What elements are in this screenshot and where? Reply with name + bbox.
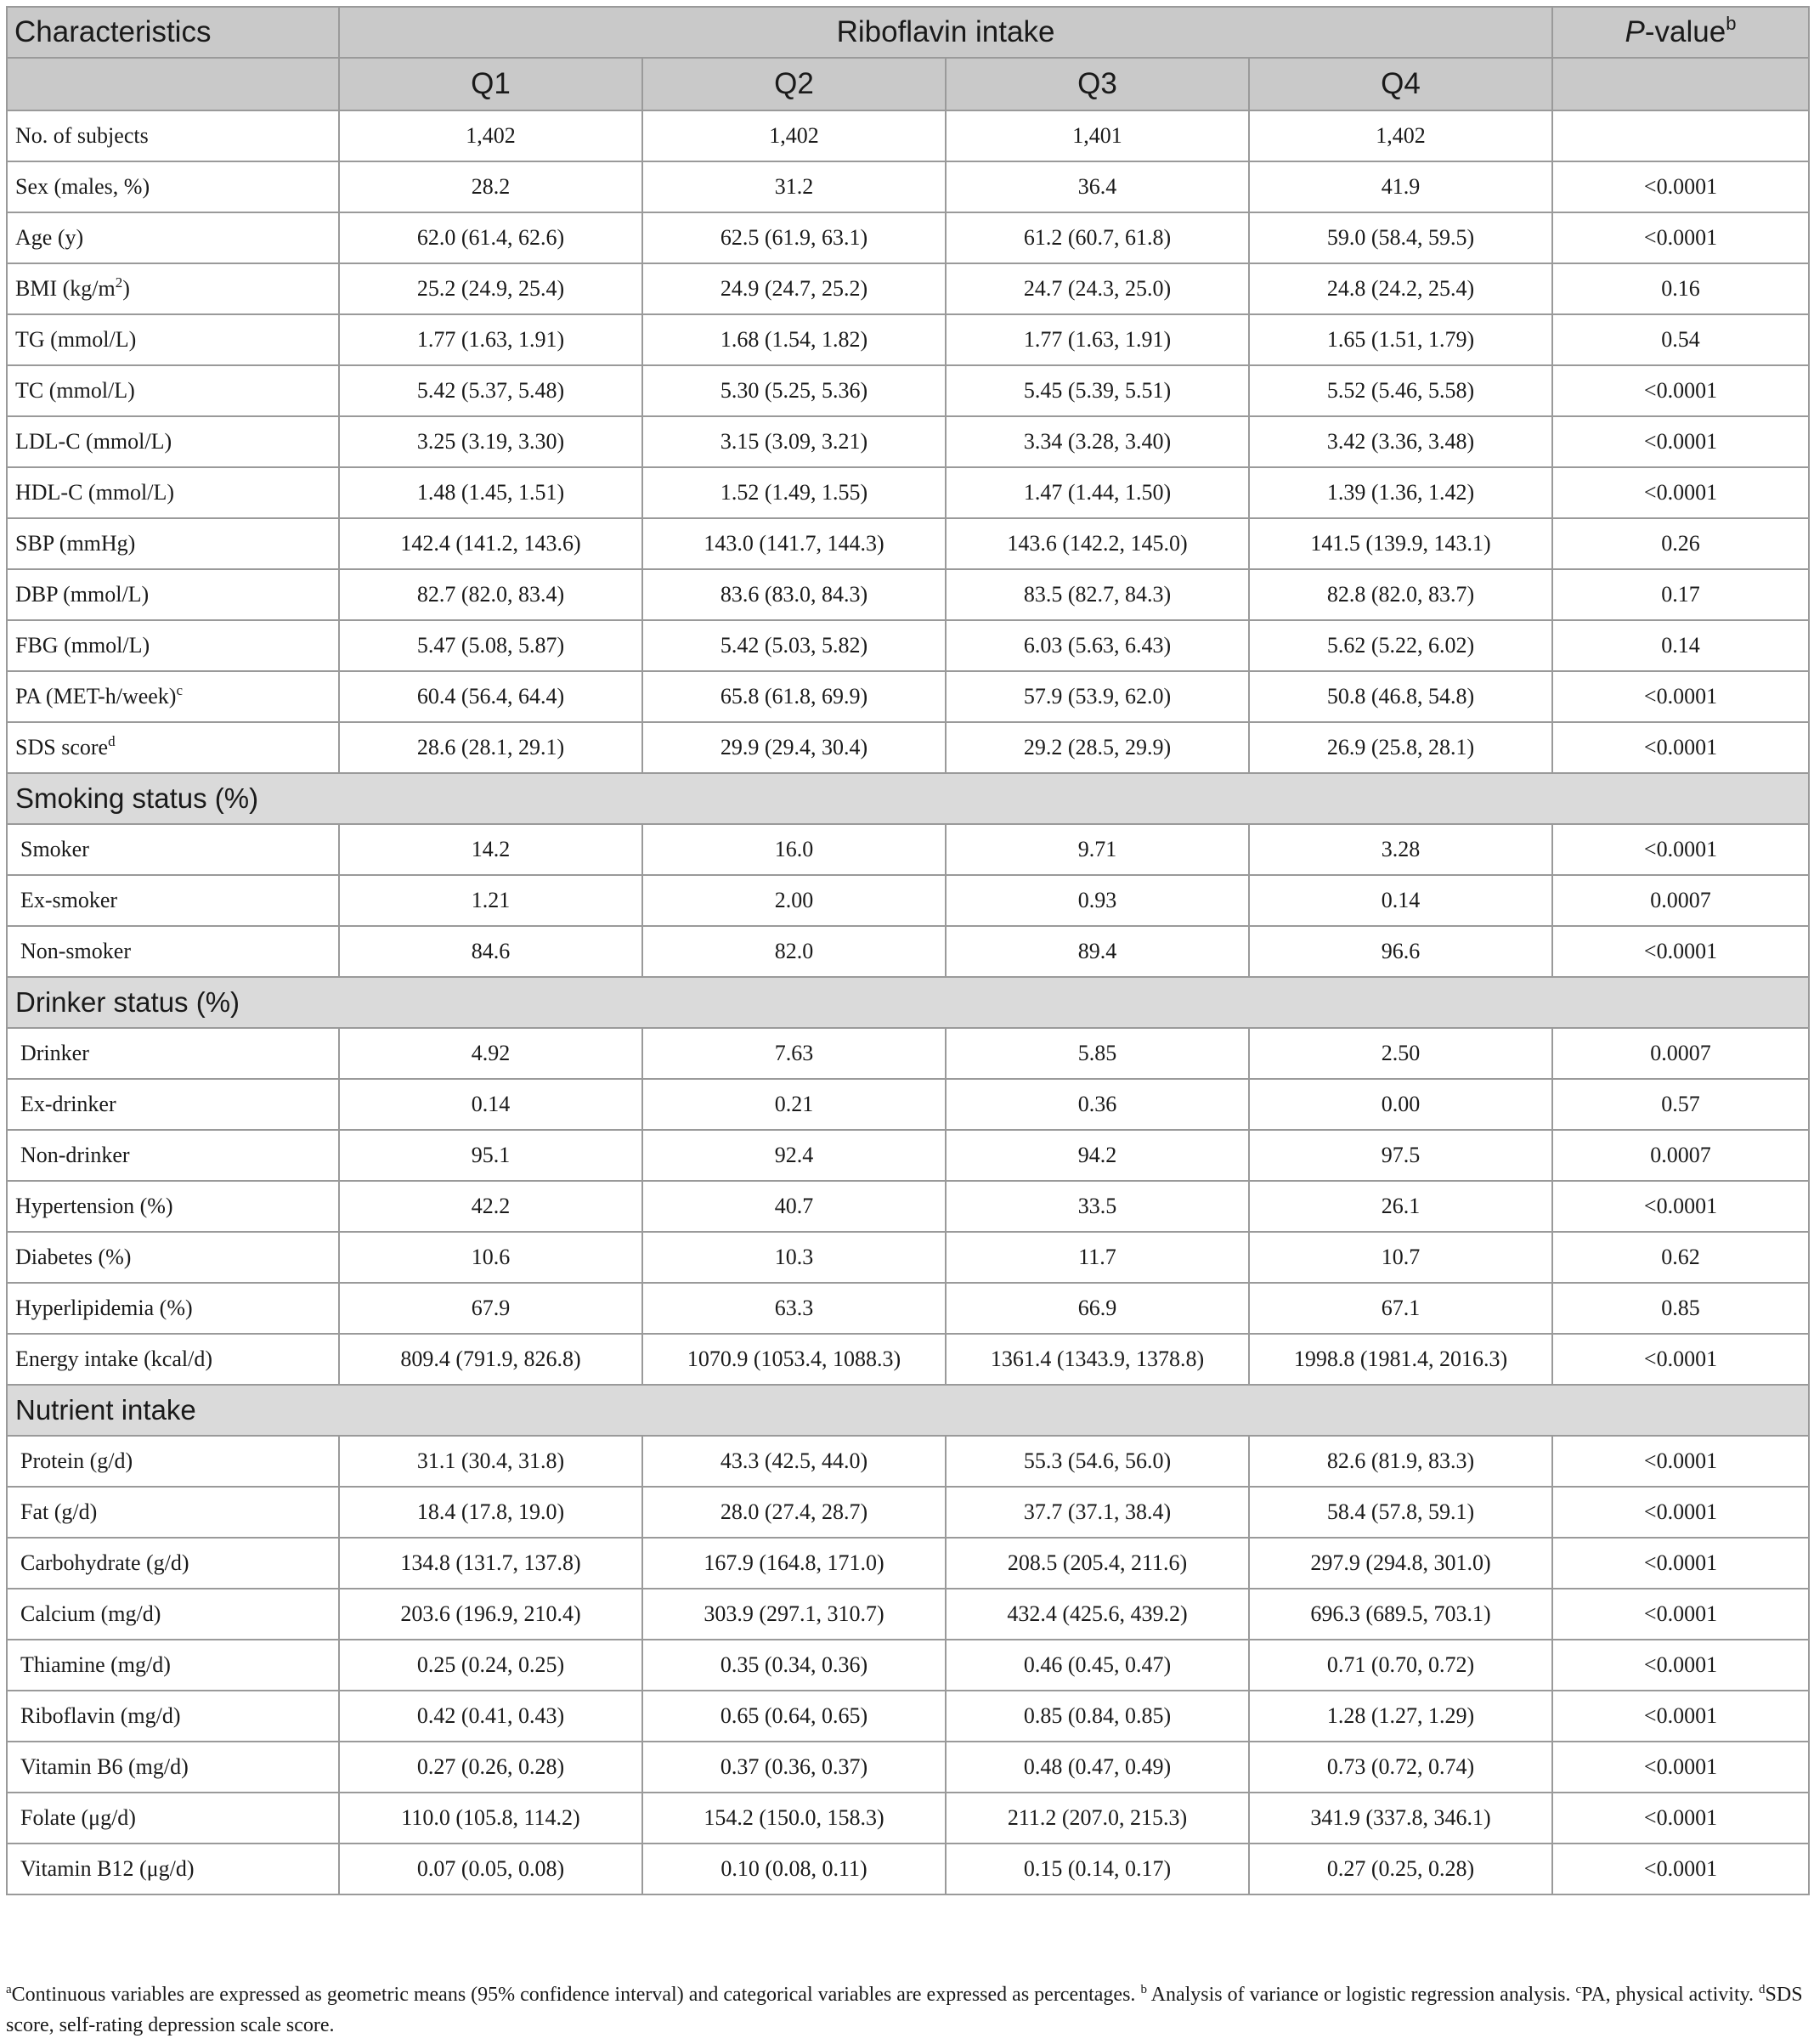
- cell-q2: 65.8 (61.8, 69.9): [642, 671, 946, 722]
- cell-q1: 31.1 (30.4, 31.8): [339, 1436, 642, 1487]
- row-label: [7, 1334, 339, 1385]
- row-label-text: Ex-smoker: [20, 888, 118, 912]
- cell-p-value: 0.17: [1552, 569, 1809, 620]
- cell-q4: 696.3 (689.5, 703.1): [1249, 1589, 1552, 1640]
- table-row: [7, 1793, 1809, 1844]
- footnote-c-sup: c: [1575, 1983, 1582, 1996]
- cell-q2: 1070.9 (1053.4, 1088.3): [642, 1334, 946, 1385]
- row-label-text: Hyperlipidemia (%): [15, 1296, 193, 1320]
- cell-q4: 5.62 (5.22, 6.02): [1249, 620, 1552, 671]
- table-row: [7, 1181, 1809, 1232]
- section-label: Drinker status (%): [7, 977, 1809, 1028]
- row-label: [7, 161, 339, 212]
- cell-p-value: 0.85: [1552, 1283, 1809, 1334]
- header-q4: Q4: [1249, 58, 1552, 110]
- table-row: [7, 1334, 1809, 1385]
- cell-q4: 1998.8 (1981.4, 2016.3): [1249, 1334, 1552, 1385]
- cell-q4: 0.14: [1249, 875, 1552, 926]
- row-label: [7, 110, 339, 161]
- table-row: [7, 518, 1809, 569]
- cell-q3: 143.6 (142.2, 145.0): [946, 518, 1249, 569]
- cell-q1: 0.07 (0.05, 0.08): [339, 1844, 642, 1894]
- cell-q4: 82.8 (82.0, 83.7): [1249, 569, 1552, 620]
- row-label: [7, 1844, 339, 1894]
- row-label-text: Calcium (mg/d): [20, 1601, 161, 1626]
- table-row: [7, 620, 1809, 671]
- cell-q4: 2.50: [1249, 1028, 1552, 1079]
- cell-q2: 0.37 (0.36, 0.37): [642, 1742, 946, 1793]
- table-footnote: [6, 1979, 1808, 2041]
- row-label-text: SDS score: [15, 735, 109, 759]
- header-p-sup: b: [1726, 13, 1737, 34]
- cell-q2: 5.42 (5.03, 5.82): [642, 620, 946, 671]
- table-row: [7, 1538, 1809, 1589]
- footnote-a-sup: a: [6, 1983, 12, 1996]
- cell-q2: 92.4: [642, 1130, 946, 1181]
- row-label-sup: 2: [115, 274, 123, 291]
- cell-q3: 3.34 (3.28, 3.40): [946, 416, 1249, 467]
- cell-q2: 40.7: [642, 1181, 946, 1232]
- cell-q1: 5.47 (5.08, 5.87): [339, 620, 642, 671]
- cell-q3: 11.7: [946, 1232, 1249, 1283]
- row-label: [7, 1181, 339, 1232]
- cell-q1: 1.48 (1.45, 1.51): [339, 467, 642, 518]
- row-label: [7, 1028, 339, 1079]
- cell-q2: 5.30 (5.25, 5.36): [642, 365, 946, 416]
- cell-q3: 1361.4 (1343.9, 1378.8): [946, 1334, 1249, 1385]
- cell-q2: 28.0 (27.4, 28.7): [642, 1487, 946, 1538]
- cell-q4: 297.9 (294.8, 301.0): [1249, 1538, 1552, 1589]
- table-row: [7, 1436, 1809, 1487]
- row-label: [7, 467, 339, 518]
- cell-p-value: 0.14: [1552, 620, 1809, 671]
- cell-q2: 154.2 (150.0, 158.3): [642, 1793, 946, 1844]
- cell-q2: 82.0: [642, 926, 946, 977]
- cell-q4: 1.28 (1.27, 1.29): [1249, 1691, 1552, 1742]
- header-blank: [7, 58, 339, 110]
- cell-q2: 1.52 (1.49, 1.55): [642, 467, 946, 518]
- cell-q1: 14.2: [339, 824, 642, 875]
- cell-q1: 60.4 (56.4, 64.4): [339, 671, 642, 722]
- cell-q1: 0.14: [339, 1079, 642, 1130]
- cell-q1: 0.25 (0.24, 0.25): [339, 1640, 642, 1691]
- cell-q1: 134.8 (131.7, 137.8): [339, 1538, 642, 1589]
- row-label: [7, 1691, 339, 1742]
- table-row: [7, 671, 1809, 722]
- table-row: [7, 212, 1809, 263]
- cell-p-value: <0.0001: [1552, 926, 1809, 977]
- row-label-text: Fat (g/d): [20, 1499, 98, 1524]
- row-label-text: LDL-C (mmol/L): [15, 429, 172, 454]
- cell-p-value: <0.0001: [1552, 1589, 1809, 1640]
- header-characteristics: Characteristics: [7, 7, 339, 58]
- cell-q1: 142.4 (141.2, 143.6): [339, 518, 642, 569]
- cell-q1: 0.27 (0.26, 0.28): [339, 1742, 642, 1793]
- row-label: [7, 1589, 339, 1640]
- cell-q1: 84.6: [339, 926, 642, 977]
- cell-q1: 3.25 (3.19, 3.30): [339, 416, 642, 467]
- table-row: [7, 1283, 1809, 1334]
- table-row: [7, 314, 1809, 365]
- cell-q2: 303.9 (297.1, 310.7): [642, 1589, 946, 1640]
- cell-q1: 1,402: [339, 110, 642, 161]
- row-label: [7, 671, 339, 722]
- cell-q4: 96.6: [1249, 926, 1552, 977]
- cell-q3: 208.5 (205.4, 211.6): [946, 1538, 1249, 1589]
- cell-q4: 1.39 (1.36, 1.42): [1249, 467, 1552, 518]
- cell-q2: 0.65 (0.64, 0.65): [642, 1691, 946, 1742]
- table-row: [7, 467, 1809, 518]
- row-label-text: Protein (g/d): [20, 1448, 133, 1473]
- header-p-blank: [1552, 58, 1809, 110]
- cell-q3: 57.9 (53.9, 62.0): [946, 671, 1249, 722]
- row-label: [7, 722, 339, 773]
- cell-q4: 3.42 (3.36, 3.48): [1249, 416, 1552, 467]
- row-label-text: Smoker: [20, 837, 89, 861]
- row-label: [7, 1793, 339, 1844]
- row-label: [7, 314, 339, 365]
- cell-q4: 26.9 (25.8, 28.1): [1249, 722, 1552, 773]
- cell-q2: 0.10 (0.08, 0.11): [642, 1844, 946, 1894]
- cell-q1: 95.1: [339, 1130, 642, 1181]
- header-riboflavin-intake: Riboflavin intake: [339, 7, 1552, 58]
- row-label: [7, 1079, 339, 1130]
- cell-q4: 3.28: [1249, 824, 1552, 875]
- cell-q4: 82.6 (81.9, 83.3): [1249, 1436, 1552, 1487]
- cell-p-value: <0.0001: [1552, 722, 1809, 773]
- cell-p-value: 0.54: [1552, 314, 1809, 365]
- cell-q2: 16.0: [642, 824, 946, 875]
- row-label-text: No. of subjects: [15, 123, 149, 148]
- cell-p-value: <0.0001: [1552, 161, 1809, 212]
- table-row: [7, 1130, 1809, 1181]
- cell-p-value: <0.0001: [1552, 1640, 1809, 1691]
- table-row: [7, 1232, 1809, 1283]
- section-row: [7, 1385, 1809, 1436]
- row-label-text: Diabetes (%): [15, 1245, 132, 1269]
- table-row: [7, 1742, 1809, 1793]
- cell-q2: 7.63: [642, 1028, 946, 1079]
- cell-q4: 59.0 (58.4, 59.5): [1249, 212, 1552, 263]
- cell-p-value: <0.0001: [1552, 824, 1809, 875]
- table-body: [7, 110, 1809, 1894]
- cell-q4: 10.7: [1249, 1232, 1552, 1283]
- cell-q4: 0.73 (0.72, 0.74): [1249, 1742, 1552, 1793]
- header-q1: Q1: [339, 58, 642, 110]
- row-label: [7, 1436, 339, 1487]
- footnote-d-text: SDS score, self-rating depression scale score.: [6, 1984, 1803, 2036]
- row-label-text: Vitamin B6 (mg/d): [20, 1754, 189, 1779]
- cell-q4: 26.1: [1249, 1181, 1552, 1232]
- table-row: [7, 263, 1809, 314]
- cell-p-value: <0.0001: [1552, 1487, 1809, 1538]
- row-label: [7, 518, 339, 569]
- row-label: [7, 824, 339, 875]
- row-label-text: DBP (mmol/L): [15, 582, 150, 607]
- cell-p-value: 0.0007: [1552, 1130, 1809, 1181]
- cell-q4: 0.27 (0.25, 0.28): [1249, 1844, 1552, 1894]
- cell-q2: 63.3: [642, 1283, 946, 1334]
- cell-p-value: <0.0001: [1552, 1742, 1809, 1793]
- row-label-text: Riboflavin (mg/d): [20, 1703, 181, 1728]
- cell-q1: 28.2: [339, 161, 642, 212]
- cell-q3: 9.71: [946, 824, 1249, 875]
- table-row: [7, 1691, 1809, 1742]
- cell-q1: 0.42 (0.41, 0.43): [339, 1691, 642, 1742]
- cell-q1: 203.6 (196.9, 210.4): [339, 1589, 642, 1640]
- cell-q4: 141.5 (139.9, 143.1): [1249, 518, 1552, 569]
- cell-q1: 110.0 (105.8, 114.2): [339, 1793, 642, 1844]
- cell-p-value: <0.0001: [1552, 1538, 1809, 1589]
- table-row: [7, 416, 1809, 467]
- cell-q4: 0.00: [1249, 1079, 1552, 1130]
- cell-q3: 24.7 (24.3, 25.0): [946, 263, 1249, 314]
- cell-q3: 66.9: [946, 1283, 1249, 1334]
- cell-q4: 58.4 (57.8, 59.1): [1249, 1487, 1552, 1538]
- cell-q2: 2.00: [642, 875, 946, 926]
- cell-p-value: <0.0001: [1552, 1844, 1809, 1894]
- cell-q3: 83.5 (82.7, 84.3): [946, 569, 1249, 620]
- row-label-text: Ex-drinker: [20, 1092, 116, 1116]
- footnote-b-sup: b: [1140, 1983, 1147, 1996]
- row-label: [7, 620, 339, 671]
- cell-p-value: <0.0001: [1552, 1436, 1809, 1487]
- cell-q1: 18.4 (17.8, 19.0): [339, 1487, 642, 1538]
- cell-q3: 0.85 (0.84, 0.85): [946, 1691, 1249, 1742]
- footnote-c-text: PA, physical activity.: [1581, 1984, 1760, 2006]
- section-row: [7, 773, 1809, 824]
- row-label: [7, 1283, 339, 1334]
- cell-p-value: <0.0001: [1552, 467, 1809, 518]
- row-label-text: HDL-C (mmol/L): [15, 480, 175, 505]
- cell-q4: 5.52 (5.46, 5.58): [1249, 365, 1552, 416]
- cell-p-value: <0.0001: [1552, 416, 1809, 467]
- table-row: [7, 1487, 1809, 1538]
- row-label: [7, 365, 339, 416]
- cell-q4: 67.1: [1249, 1283, 1552, 1334]
- cell-q1: 67.9: [339, 1283, 642, 1334]
- cell-q1: 10.6: [339, 1232, 642, 1283]
- footnote-a-text: Continuous variables are expressed as geometric means (95% confidence interval) and categorical variables are expressed as percentages.: [11, 1984, 1141, 2006]
- cell-p-value: 0.26: [1552, 518, 1809, 569]
- header-p-value: [1552, 7, 1809, 58]
- row-label-text: SBP (mmHg): [15, 531, 136, 556]
- cell-q3: 6.03 (5.63, 6.43): [946, 620, 1249, 671]
- row-label-text: Drinker: [20, 1041, 89, 1065]
- cell-q3: 432.4 (425.6, 439.2): [946, 1589, 1249, 1640]
- cell-q4: 0.71 (0.70, 0.72): [1249, 1640, 1552, 1691]
- cell-p-value: [1552, 110, 1809, 161]
- table-row: [7, 110, 1809, 161]
- header-q2: Q2: [642, 58, 946, 110]
- cell-q3: 29.2 (28.5, 29.9): [946, 722, 1249, 773]
- row-label: [7, 1232, 339, 1283]
- row-label-text: Thiamine (mg/d): [20, 1652, 171, 1677]
- cell-p-value: <0.0001: [1552, 1334, 1809, 1385]
- table-row: [7, 1844, 1809, 1894]
- row-label: [7, 212, 339, 263]
- cell-q2: 1.68 (1.54, 1.82): [642, 314, 946, 365]
- cell-q2: 24.9 (24.7, 25.2): [642, 263, 946, 314]
- row-label-suffix: ): [122, 276, 130, 301]
- header-p-rest: -value: [1644, 15, 1726, 48]
- row-label-text: Sex (males, %): [15, 174, 150, 199]
- row-label-text: Folate (μg/d): [20, 1805, 136, 1830]
- cell-q1: 42.2: [339, 1181, 642, 1232]
- cell-q3: 0.93: [946, 875, 1249, 926]
- row-label: [7, 263, 339, 314]
- row-label-text: BMI (kg/m: [15, 276, 116, 301]
- row-label: [7, 1742, 339, 1793]
- cell-q1: 809.4 (791.9, 826.8): [339, 1334, 642, 1385]
- cell-p-value: <0.0001: [1552, 671, 1809, 722]
- cell-q1: 28.6 (28.1, 29.1): [339, 722, 642, 773]
- header-p-italic: P: [1625, 15, 1645, 48]
- cell-q2: 10.3: [642, 1232, 946, 1283]
- cell-p-value: 0.16: [1552, 263, 1809, 314]
- row-label: [7, 1487, 339, 1538]
- table-row: [7, 1028, 1809, 1079]
- cell-q3: 1.47 (1.44, 1.50): [946, 467, 1249, 518]
- section-label: Nutrient intake: [7, 1385, 1809, 1436]
- cell-q3: 0.36: [946, 1079, 1249, 1130]
- row-label-text: Carbohydrate (g/d): [20, 1550, 189, 1575]
- section-label: Smoking status (%): [7, 773, 1809, 824]
- cell-q3: 5.85: [946, 1028, 1249, 1079]
- cell-q4: 50.8 (46.8, 54.8): [1249, 671, 1552, 722]
- cell-q2: 31.2: [642, 161, 946, 212]
- row-label-text: Energy intake (kcal/d): [15, 1347, 212, 1371]
- cell-q3: 0.48 (0.47, 0.49): [946, 1742, 1249, 1793]
- cell-q3: 1.77 (1.63, 1.91): [946, 314, 1249, 365]
- cell-p-value: <0.0001: [1552, 1181, 1809, 1232]
- row-label-text: Non-smoker: [20, 939, 131, 963]
- cell-q1: 82.7 (82.0, 83.4): [339, 569, 642, 620]
- cell-q3: 61.2 (60.7, 61.8): [946, 212, 1249, 263]
- table-row: [7, 569, 1809, 620]
- cell-q1: 62.0 (61.4, 62.6): [339, 212, 642, 263]
- cell-q3: 89.4: [946, 926, 1249, 977]
- table-row: [7, 1589, 1809, 1640]
- cell-q3: 94.2: [946, 1130, 1249, 1181]
- cell-p-value: 0.62: [1552, 1232, 1809, 1283]
- cell-q2: 143.0 (141.7, 144.3): [642, 518, 946, 569]
- cell-q3: 5.45 (5.39, 5.51): [946, 365, 1249, 416]
- cell-q4: 341.9 (337.8, 346.1): [1249, 1793, 1552, 1844]
- cell-q2: 1,402: [642, 110, 946, 161]
- table-row: [7, 824, 1809, 875]
- cell-q1: 1.21: [339, 875, 642, 926]
- table-row: [7, 161, 1809, 212]
- table-row: [7, 722, 1809, 773]
- cell-q2: 29.9 (29.4, 30.4): [642, 722, 946, 773]
- cell-q3: 55.3 (54.6, 56.0): [946, 1436, 1249, 1487]
- row-label-text: Hypertension (%): [15, 1194, 173, 1218]
- cell-q3: 0.15 (0.14, 0.17): [946, 1844, 1249, 1894]
- cell-q4: 1.65 (1.51, 1.79): [1249, 314, 1552, 365]
- row-label-sup: d: [108, 733, 116, 749]
- cell-q3: 1,401: [946, 110, 1249, 161]
- row-label-text: TC (mmol/L): [15, 378, 135, 403]
- cell-q3: 211.2 (207.0, 215.3): [946, 1793, 1249, 1844]
- cell-q2: 0.21: [642, 1079, 946, 1130]
- cell-q2: 62.5 (61.9, 63.1): [642, 212, 946, 263]
- cell-q2: 167.9 (164.8, 171.0): [642, 1538, 946, 1589]
- cell-p-value: 0.0007: [1552, 875, 1809, 926]
- cell-q1: 1.77 (1.63, 1.91): [339, 314, 642, 365]
- table-row: [7, 365, 1809, 416]
- row-label: [7, 1640, 339, 1691]
- footnote-d-sup: d: [1759, 1983, 1766, 1996]
- cell-p-value: 0.0007: [1552, 1028, 1809, 1079]
- footnote-b-text: Analysis of variance or logistic regression analysis.: [1146, 1984, 1576, 2006]
- section-row: [7, 977, 1809, 1028]
- table-row: [7, 1079, 1809, 1130]
- row-label-sup: c: [176, 682, 184, 698]
- cell-p-value: <0.0001: [1552, 212, 1809, 263]
- cell-q4: 1,402: [1249, 110, 1552, 161]
- cell-q2: 0.35 (0.34, 0.36): [642, 1640, 946, 1691]
- cell-p-value: 0.57: [1552, 1079, 1809, 1130]
- cell-q4: 24.8 (24.2, 25.4): [1249, 263, 1552, 314]
- cell-q1: 4.92: [339, 1028, 642, 1079]
- cell-q2: 83.6 (83.0, 84.3): [642, 569, 946, 620]
- row-label-text: Vitamin B12 (μg/d): [20, 1856, 195, 1881]
- cell-p-value: <0.0001: [1552, 1691, 1809, 1742]
- row-label: [7, 875, 339, 926]
- row-label: [7, 1130, 339, 1181]
- characteristics-table: [6, 6, 1810, 1895]
- cell-q3: 0.46 (0.45, 0.47): [946, 1640, 1249, 1691]
- cell-q1: 5.42 (5.37, 5.48): [339, 365, 642, 416]
- cell-q1: 25.2 (24.9, 25.4): [339, 263, 642, 314]
- row-label: [7, 569, 339, 620]
- cell-q3: 37.7 (37.1, 38.4): [946, 1487, 1249, 1538]
- header-q3: Q3: [946, 58, 1249, 110]
- cell-p-value: <0.0001: [1552, 365, 1809, 416]
- row-label-text: Age (y): [15, 225, 84, 250]
- row-label: [7, 416, 339, 467]
- table-row: [7, 1640, 1809, 1691]
- cell-q3: 36.4: [946, 161, 1249, 212]
- row-label-text: Non-drinker: [20, 1143, 130, 1167]
- row-label-text: PA (MET-h/week): [15, 684, 177, 709]
- row-label: [7, 1538, 339, 1589]
- cell-q4: 97.5: [1249, 1130, 1552, 1181]
- row-label: [7, 926, 339, 977]
- cell-p-value: <0.0001: [1552, 1793, 1809, 1844]
- cell-q2: 3.15 (3.09, 3.21): [642, 416, 946, 467]
- cell-q2: 43.3 (42.5, 44.0): [642, 1436, 946, 1487]
- cell-q3: 33.5: [946, 1181, 1249, 1232]
- table-row: [7, 875, 1809, 926]
- table-row: [7, 926, 1809, 977]
- row-label-text: FBG (mmol/L): [15, 633, 150, 658]
- row-label-text: TG (mmol/L): [15, 327, 137, 352]
- cell-q4: 41.9: [1249, 161, 1552, 212]
